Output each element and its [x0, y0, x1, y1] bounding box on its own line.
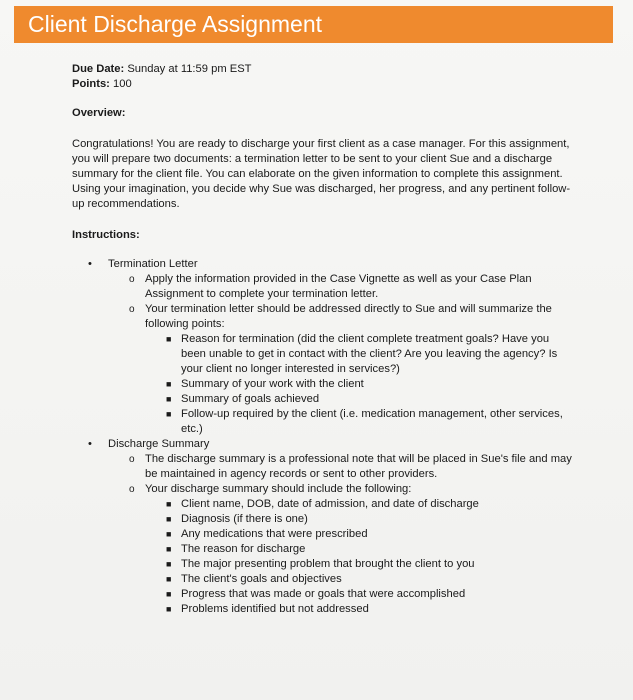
list-item: ■ Follow-up required by the client (i.e. medication management, other services, etc.) [166, 408, 563, 435]
square-bullet-icon: ■ [166, 499, 172, 509]
circle-bullet-icon: o [129, 274, 135, 285]
square-bullet-icon: ■ [166, 559, 172, 569]
list-item: o Your discharge summary should include the following: [129, 483, 412, 495]
discharge-label: Discharge Summary [108, 438, 210, 450]
points-label: Points: [72, 78, 110, 90]
instructions-list-2 [72, 437, 572, 452]
termination-label: Termination Letter [108, 258, 198, 270]
due-date-line [72, 62, 572, 77]
bullet-icon: • [88, 258, 92, 270]
circle-bullet-icon: o [129, 454, 135, 465]
square-bullet-icon: ■ [166, 409, 172, 419]
discharge-points [72, 497, 572, 617]
square-bullet-icon: ■ [166, 394, 172, 404]
list-item: ■ The major presenting problem that brought the client to you [166, 558, 475, 570]
list-item: ■ Summary of goals achieved [166, 393, 320, 405]
list-item-discharge-summary [72, 437, 572, 452]
list-item: ■ Reason for termination (did the client complete treatment goals? Have you been unable to get in contact with the client? Are you leaving the agency? Is your client no longer interested in services?) [166, 333, 558, 375]
list-item: o Your termination letter should be addressed directly to Sue and will summarize the following points: [129, 303, 552, 330]
bullet-icon: • [88, 438, 92, 450]
list-item: o Apply the information provided in the Case Vignette as well as your Case Plan Assignment to complete your termination letter. [129, 273, 532, 300]
list-item: ■ Diagnosis (if there is one) [166, 513, 308, 525]
list-item: ■ Problems identified but not addressed [166, 603, 369, 615]
assignment-meta [72, 62, 572, 92]
due-date-value: Sunday at 11:59 pm EST [127, 63, 252, 75]
overview-heading: Overview: [72, 107, 126, 119]
overview-text: Congratulations! You are ready to discharge your first client as a case manager. For this assignment, you will prepare two documents: a termination letter to be sent to your client Sue and a discharge summary for the client file. You can elaborate on the given information to complete this assignment. Using your imagination, you decide why Sue was discharged, her progress, and any pertinent follow-up recommendations. [72, 138, 571, 210]
page-title: Client Discharge Assignment [14, 6, 613, 43]
square-bullet-icon: ■ [166, 574, 172, 584]
discharge-sublist [72, 452, 572, 497]
list-item: ■ Client name, DOB, date of admission, and date of discharge [166, 498, 479, 510]
square-bullet-icon: ■ [166, 379, 172, 389]
termination-sublist [72, 272, 572, 332]
list-item-termination-letter [72, 257, 572, 272]
points-line [72, 77, 572, 92]
square-bullet-icon: ■ [166, 334, 172, 344]
square-bullet-icon: ■ [166, 514, 172, 524]
list-item: o The discharge summary is a professional note that will be placed in Sue's file and may be maintained in agency records or sent to other providers. [129, 453, 572, 480]
due-date-label: Due Date: [72, 63, 125, 75]
list-item: ■ The reason for discharge [166, 543, 306, 555]
square-bullet-icon: ■ [166, 529, 172, 539]
list-item: ■ Summary of your work with the client [166, 378, 364, 390]
list-item: ■ Any medications that were prescribed [166, 528, 368, 540]
instructions-list [72, 257, 572, 272]
circle-bullet-icon: o [129, 484, 135, 495]
instructions-heading: Instructions: [72, 229, 140, 241]
points-value: 100 [113, 78, 132, 90]
termination-points [72, 332, 572, 437]
square-bullet-icon: ■ [166, 589, 172, 599]
square-bullet-icon: ■ [166, 544, 172, 554]
assignment-body [72, 62, 572, 617]
list-item: ■ The client's goals and objectives [166, 573, 342, 585]
list-item: ■ Progress that was made or goals that were accomplished [166, 588, 466, 600]
square-bullet-icon: ■ [166, 604, 172, 614]
circle-bullet-icon: o [129, 304, 135, 315]
